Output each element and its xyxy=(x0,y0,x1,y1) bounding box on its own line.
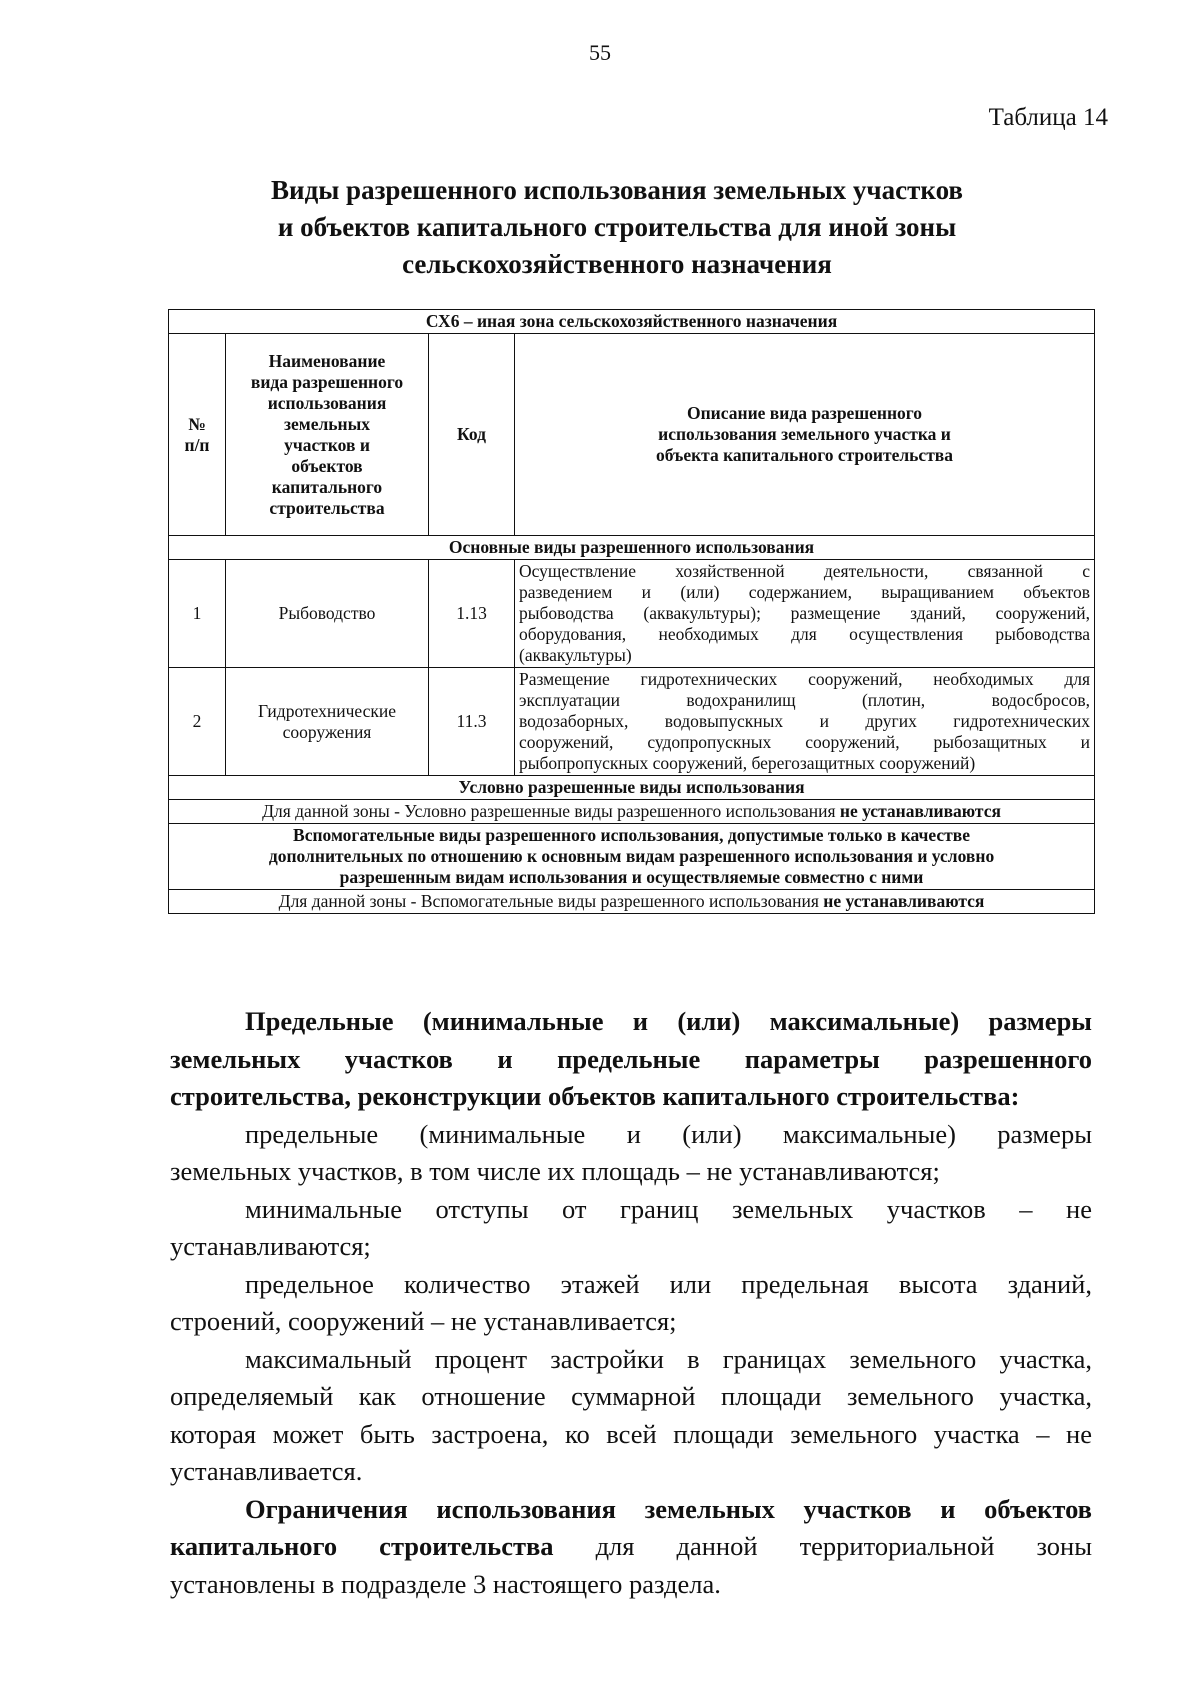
row-name xyxy=(226,668,429,776)
name-line: сооружения xyxy=(282,721,372,742)
title-line: Виды разрешенного использования земельных участков xyxy=(271,175,963,205)
header-line: использования земельного участка и xyxy=(658,424,951,444)
header-line: земельных xyxy=(283,413,371,434)
section-line: разрешенным видам использования и осуществляемые совместно с ними xyxy=(339,867,924,887)
note-emphasis: не устанавливаются xyxy=(823,891,985,911)
table-zone-header-row xyxy=(169,310,1095,334)
row-description xyxy=(515,560,1095,668)
header-line: № xyxy=(188,413,206,434)
auxiliary-note xyxy=(169,890,1095,914)
header-line: капитального xyxy=(271,476,383,497)
row-code: 1.13 xyxy=(429,560,515,668)
header-line: Наименование xyxy=(268,350,386,371)
section-title-auxiliary xyxy=(169,824,1095,890)
paragraph-line: определяемый как отношение суммарной площади земельного участка, xyxy=(170,1381,1092,1411)
description-line: водозаборных, водовыпускных и других гидротехнических xyxy=(519,711,1091,731)
row-name: Рыбоводство xyxy=(226,560,429,668)
paragraph-line: предельные (минимальные и (или) максимальные) размеры xyxy=(245,1118,1092,1149)
section-row-main xyxy=(169,536,1095,560)
restrictions-emphasis: капитального строительства xyxy=(170,1531,554,1561)
section-heading-line: земельных участков и предельные параметры разрешенного xyxy=(170,1043,1092,1074)
row-code: 11.3 xyxy=(429,668,515,776)
restrictions-line xyxy=(170,1528,1092,1566)
paragraph-line: предельное количество этажей или предельная высота зданий, xyxy=(245,1268,1092,1299)
paragraph-line: максимальный процент застройки в границах земельного участка, xyxy=(245,1343,1092,1374)
row-number: 1 xyxy=(169,560,226,668)
header-line: вида разрешенного xyxy=(250,371,404,392)
header-line: объекта капитального строительства xyxy=(656,445,953,465)
section-heading-line: строительства, реконструкции объектов капитального строительства: xyxy=(170,1081,1020,1111)
column-header-code: Код xyxy=(429,334,515,536)
table-number: Таблица 14 xyxy=(988,104,1108,131)
note-text: Для данной зоны - Вспомогательные виды разрешенного использования xyxy=(278,891,824,911)
paragraph-line: строений, сооружений – не устанавливается; xyxy=(170,1306,677,1336)
paragraph-line: устанавливается. xyxy=(170,1456,363,1486)
section-line: дополнительных по отношению к основным видам разрешенного использования и условно xyxy=(268,846,995,866)
header-line: участков и xyxy=(284,434,370,455)
description-line: оборудования, необходимых для осуществления рыбоводства xyxy=(519,624,1091,644)
section-title-conditional: Условно разрешенные виды использования xyxy=(169,776,1095,800)
section-line: Вспомогательные виды разрешенного использования, допустимые только в качестве xyxy=(293,825,970,845)
paragraph-line: которая может быть застроена, ко всей площади земельного участка – не xyxy=(170,1418,1092,1449)
note-row-auxiliary xyxy=(169,890,1095,914)
header-line: использования xyxy=(267,392,387,413)
header-line: объектов xyxy=(291,455,363,476)
column-header-number xyxy=(169,334,226,536)
description-line: рыбопропускных сооружений, берегозащитных сооружений) xyxy=(519,753,976,773)
paragraph-line: минимальные отступы от границ земельных участков – не xyxy=(245,1193,1092,1224)
name-line: Гидротехнические xyxy=(257,700,397,721)
page-number: 55 xyxy=(589,40,611,65)
header-line: п/п xyxy=(184,434,210,455)
restrictions-line: Ограничения использования земельных участков и объектов xyxy=(245,1493,1092,1524)
header-line: Описание вида разрешенного xyxy=(686,403,923,423)
description-line: (аквакультуры) xyxy=(519,645,632,665)
column-header-name xyxy=(226,334,429,536)
title-line: и объектов капитального строительства для иной зоны xyxy=(277,212,957,242)
title-line: сельскохозяйственного назначения xyxy=(402,249,832,279)
document-title xyxy=(150,172,1084,283)
description-line: рыбоводства (аквакультуры); размещение зданий, сооружений, xyxy=(519,603,1091,623)
table-row xyxy=(169,560,1095,668)
table-row xyxy=(169,668,1095,776)
restrictions-line: установлены в подразделе 3 настоящего раздела. xyxy=(170,1568,721,1599)
paragraph-line: устанавливаются; xyxy=(170,1231,371,1261)
header-line: строительства xyxy=(269,497,385,518)
description-line: Размещение гидротехнических сооружений, необходимых для xyxy=(519,669,1091,689)
paragraph-line: земельных участков, в том числе их площадь – не устанавливаются; xyxy=(170,1156,940,1186)
row-number: 2 xyxy=(169,668,226,776)
conditional-note xyxy=(169,800,1095,824)
section-title-main: Основные виды разрешенного использования xyxy=(169,536,1095,560)
note-text: Для данной зоны - Условно разрешенные виды разрешенного использования xyxy=(262,801,840,821)
zone-header: СХ6 – иная зона сельскохозяйственного назначения xyxy=(169,310,1095,334)
body-text xyxy=(170,1003,1092,1603)
note-emphasis: не устанавливаются xyxy=(839,801,1001,821)
description-line: сооружений, судопропускных сооружений, рыбозащитных и xyxy=(519,732,1091,752)
land-use-table xyxy=(168,309,1095,914)
row-description xyxy=(515,668,1095,776)
restrictions-text: для данной территориальной зоны xyxy=(553,1531,1092,1561)
section-row-auxiliary xyxy=(169,824,1095,890)
description-line: разведением и (или) содержанием, выращиванием объектов xyxy=(519,582,1091,602)
section-row-conditional xyxy=(169,776,1095,800)
section-heading-line: Предельные (минимальные и (или) максимальные) размеры xyxy=(245,1006,1092,1036)
description-line: Осуществление хозяйственной деятельности, связанной с xyxy=(519,561,1091,581)
description-line: эксплуатации водохранилищ (плотин, водосбросов, xyxy=(519,690,1091,710)
column-header-description xyxy=(515,334,1095,536)
note-row-conditional xyxy=(169,800,1095,824)
table-column-header-row xyxy=(169,334,1095,536)
